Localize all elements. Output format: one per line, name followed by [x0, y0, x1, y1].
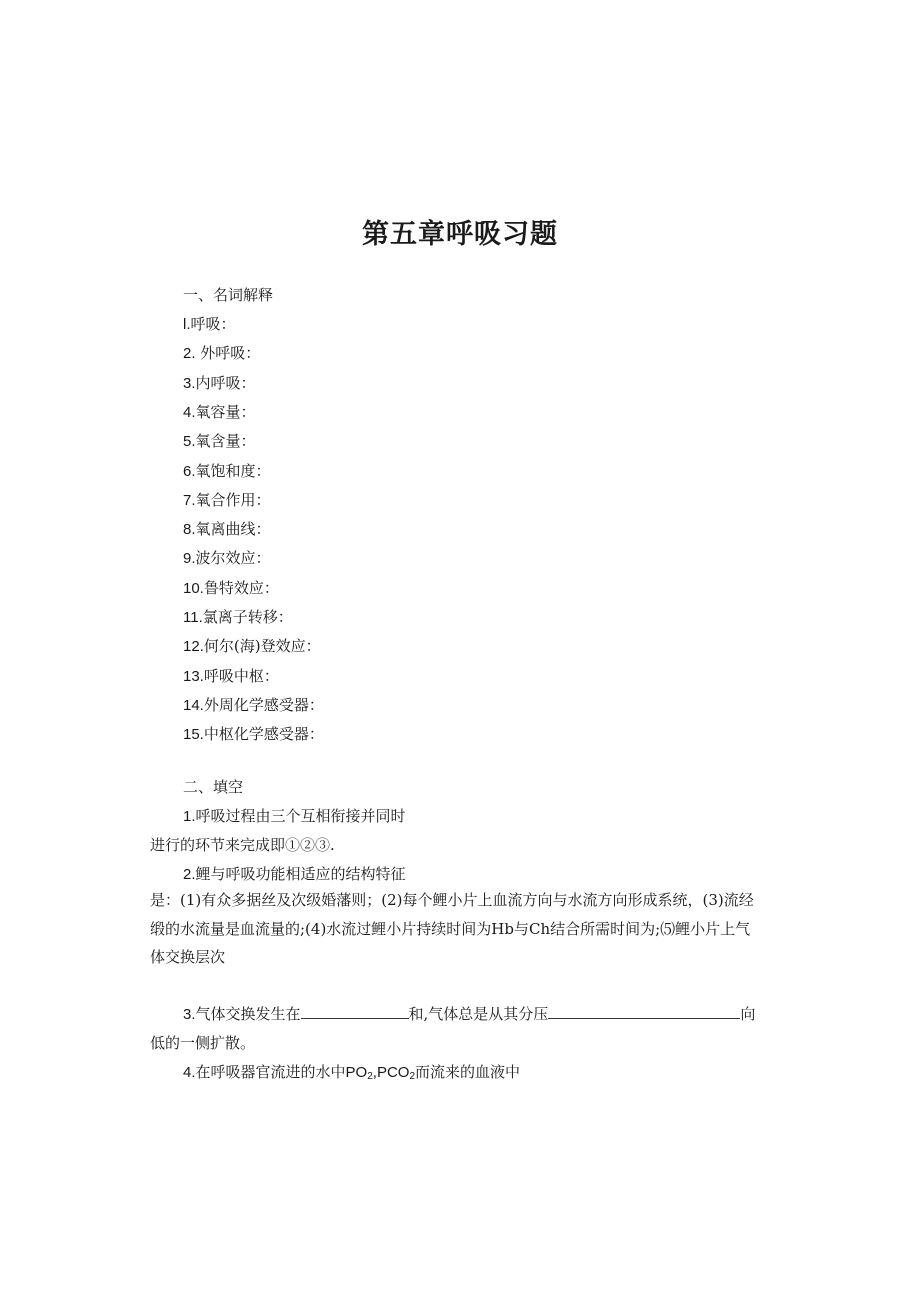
- page-title: 第五章呼吸习题: [362, 219, 558, 250]
- question-text: 和,气体总是从其分压: [408, 1005, 549, 1023]
- question-2-line-2: 是：(1)有众多据丝及次级婚藩则；(2)每个鲤小片上血流方向与水流方向形成系统，(3)流经: [150, 891, 754, 909]
- term-item: [183, 431, 256, 452]
- term-number: 10.: [183, 579, 204, 597]
- question-2-line-3: 缎的水流量是血流量的;(4)水流过鲤小片持续时间为Hb与Ch结合所需时间为;⑸鲤小片上气: [150, 920, 751, 938]
- term-number: 7.: [183, 491, 196, 509]
- answer-blank[interactable]: [301, 1004, 409, 1019]
- term-number: 11.: [183, 609, 203, 626]
- term-label: 氧容量：: [195, 402, 256, 421]
- term-item: [183, 402, 256, 423]
- question-text: 在呼吸器官流进的水中: [195, 1063, 346, 1081]
- term-label: 氧离曲线：: [195, 520, 271, 539]
- term-label: 外周化学感受器：: [203, 695, 324, 714]
- question-text: 气体交换发生在: [195, 1005, 301, 1023]
- term-item: [183, 519, 271, 540]
- question-text: 而流来的血液中: [415, 1063, 521, 1081]
- term-number: 2.: [183, 345, 196, 363]
- question-4-line-1: 4.在呼吸器官流进的水中$PO_2,PCO_2$而流来的血液中: [183, 1063, 521, 1082]
- formula-pco2: $PCO_2$: [376, 1064, 416, 1082]
- term-number: 13.: [183, 667, 204, 685]
- term-number: 8.: [183, 521, 196, 539]
- term-label: 内呼吸：: [195, 373, 256, 392]
- section-heading-fill-blank: 二、填空: [183, 778, 244, 796]
- term-item: [183, 607, 293, 628]
- term-item: [183, 314, 236, 335]
- term-number: 3.: [183, 374, 196, 392]
- term-label: 鲁特效应：: [203, 578, 279, 597]
- question-text: 鲤与呼吸功能相适应的结构特征: [195, 865, 406, 883]
- term-number: 9.: [183, 550, 196, 568]
- question-text: 呼吸过程由三个互相衔接并同时: [195, 807, 406, 825]
- term-item: [183, 666, 279, 687]
- question-3-line-1: [183, 1004, 755, 1025]
- term-item: [183, 695, 324, 716]
- question-3-line-2: 低的一侧扩散。: [150, 1034, 256, 1052]
- term-label: 外呼吸：: [195, 344, 261, 363]
- term-label: 呼吸中枢：: [203, 666, 279, 685]
- question-number: 1.: [183, 808, 196, 825]
- question-number: 2.: [183, 866, 196, 883]
- term-number: l.: [183, 316, 191, 333]
- question-1-line-1: [183, 806, 406, 827]
- question-text: 向: [740, 1005, 756, 1023]
- question-2-line-1: [183, 864, 406, 885]
- question-number: 4.: [183, 1064, 196, 1081]
- formula-po2: $PO_2$: [345, 1064, 373, 1082]
- term-item: [183, 724, 324, 745]
- term-item: [183, 343, 260, 364]
- term-item: [183, 490, 271, 511]
- term-label: 氧饱和度：: [195, 461, 271, 480]
- term-number: 12.: [183, 638, 204, 656]
- term-number: 6.: [183, 462, 196, 480]
- term-number: 15.: [183, 726, 204, 744]
- question-2-line-4: 体交换层次: [150, 948, 226, 966]
- term-item: [183, 578, 279, 599]
- term-number: 14.: [183, 696, 204, 714]
- term-item: [183, 636, 321, 657]
- answer-blank[interactable]: [548, 1004, 740, 1019]
- question-number: 3.: [183, 1006, 196, 1023]
- term-label: 呼吸：: [190, 315, 236, 333]
- term-label: 何尔(海)登效应：: [203, 637, 321, 656]
- term-label: 氯离子转移：: [202, 608, 293, 626]
- question-1-line-2: 进行的环节来完成即①②③.: [150, 836, 335, 854]
- term-label: 中枢化学感受器：: [203, 725, 324, 744]
- section-heading-definitions: 一、名词解释: [183, 286, 274, 304]
- term-number: 4.: [183, 403, 196, 421]
- term-item: [183, 461, 271, 482]
- term-item: [183, 548, 271, 569]
- term-label: 波尔效应：: [195, 549, 271, 568]
- term-label: 氧合作用：: [195, 490, 271, 509]
- term-item: [183, 373, 256, 394]
- term-label: 氧含量：: [195, 432, 256, 451]
- term-number: 5.: [183, 433, 196, 451]
